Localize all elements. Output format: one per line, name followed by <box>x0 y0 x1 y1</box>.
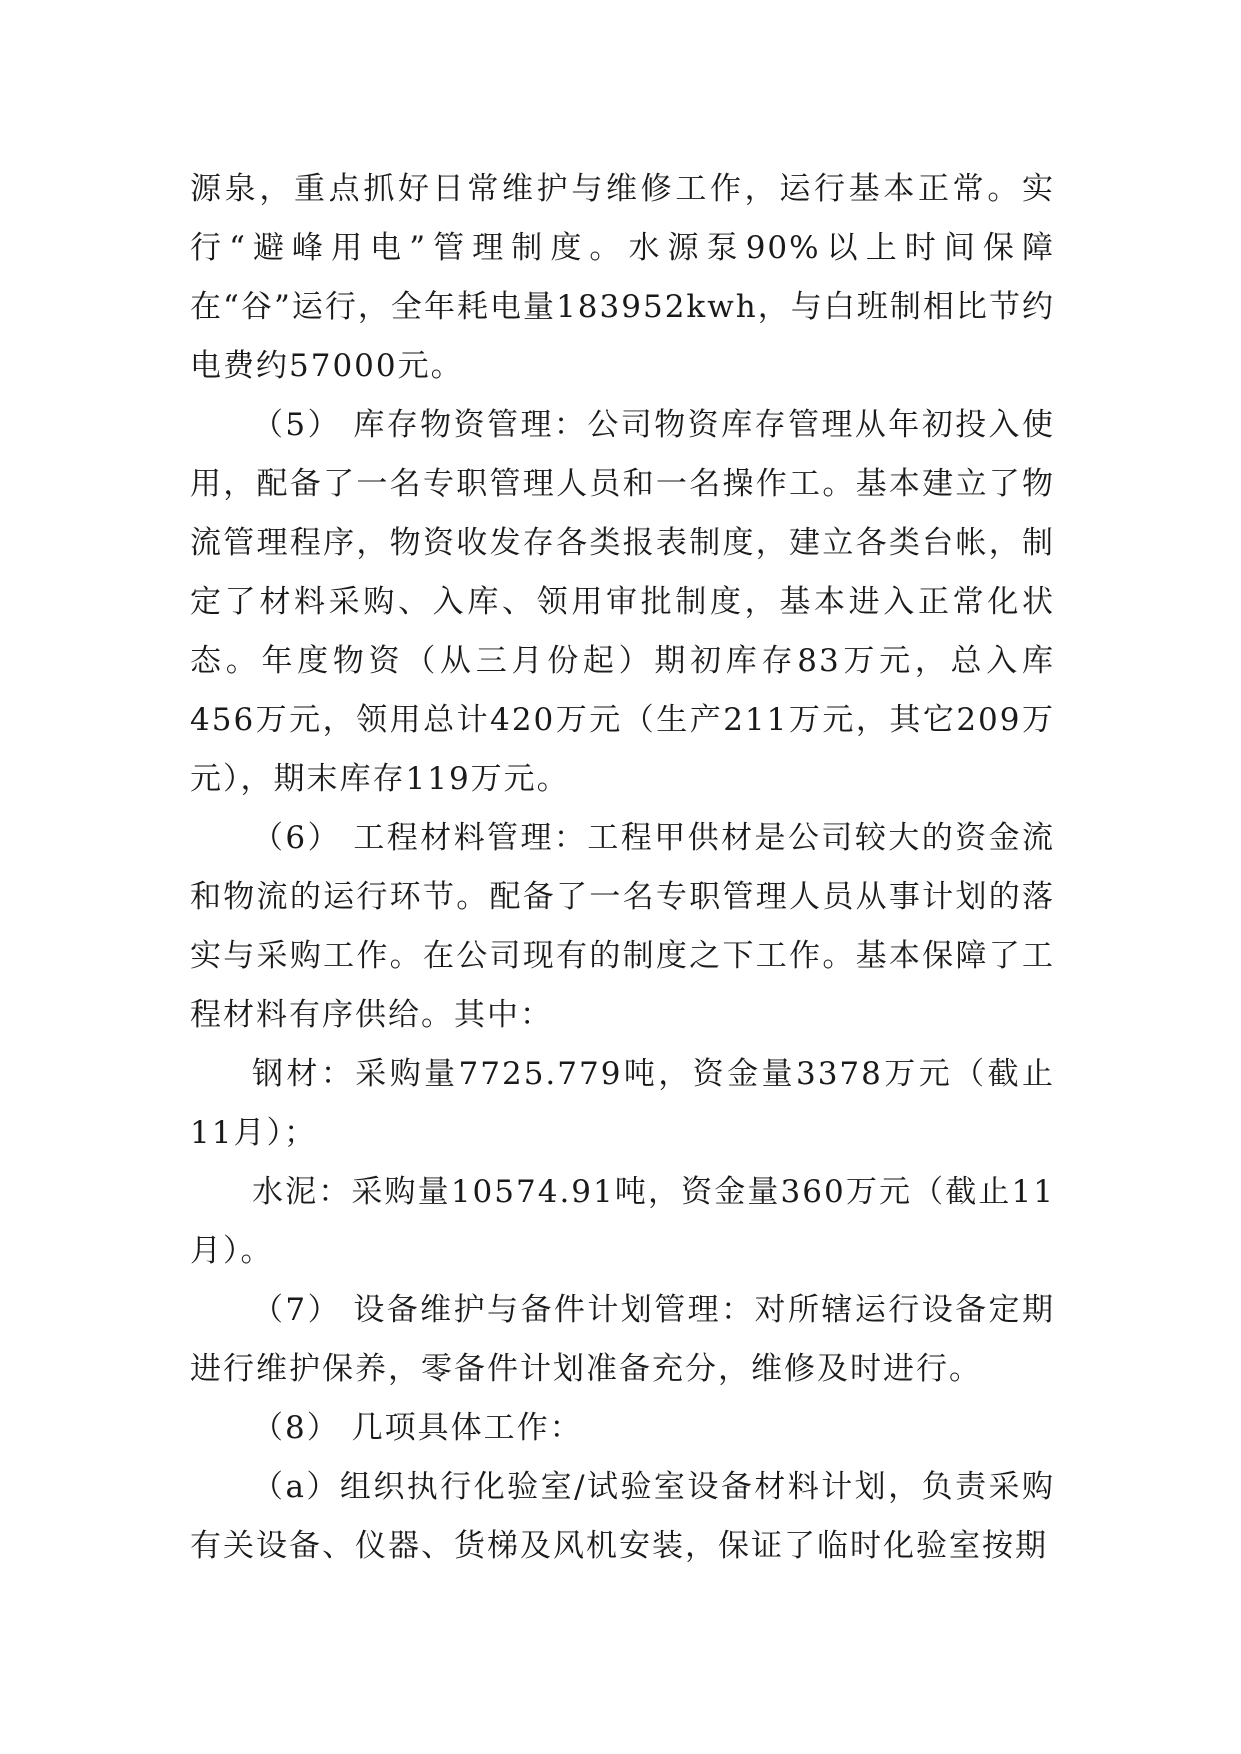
paragraph-lab-equipment: （a）组织执行化验室/试验室设备材料计划，负责采购有关设备、仪器、货梯及风机安装，保证了临时化验室按期 <box>190 1469 1055 1564</box>
paragraph-engineering-materials: （6） 工程材料管理：工程甲供材是公司较大的资金流和物流的运行环节。配备了一名专职管理人员从事计划的落实与采购工作。在公司现有的制度之下工作。基本保障了工程材料有序供给。其中： <box>190 820 1055 1033</box>
paragraph-equipment-maintenance: （7） 设备维护与备件计划管理：对所辖运行设备定期进行维护保养，零备件计划准备充分，维修及时进行。 <box>190 1292 1055 1387</box>
paragraph-inventory-management: （5） 库存物资管理：公司物资库存管理从年初投入使用，配备了一名专职管理人员和一名操作工。基本建立了物流管理程序，物资收发存各类报表制度，建立各类台帐，制定了材料采购、入库、领用审批制度，基本进入正常化状态。年度物资（从三月份起）期初库存83万元，总入库456万元，领用总计420万元（生产211万元，其它209万元），期末库存119万元。 <box>190 407 1055 797</box>
document-body <box>190 160 1055 1576</box>
paragraph-steel: 钢材：采购量7725.779吨，资金量3378万元（截止11月）； <box>190 1056 1055 1151</box>
paragraph-continuation: 源泉，重点抓好日常维护与维修工作，运行基本正常。实行“避峰用电”管理制度。水源泵90%以上时间保障在“谷”运行，全年耗电量183952kwh，与白班制相比节约电费约57000元。 <box>190 171 1055 384</box>
paragraph-cement: 水泥：采购量10574.91吨，资金量360万元（截止11月）。 <box>190 1174 1055 1269</box>
paragraph-specific-work: （8） 几项具体工作： <box>252 1410 583 1446</box>
